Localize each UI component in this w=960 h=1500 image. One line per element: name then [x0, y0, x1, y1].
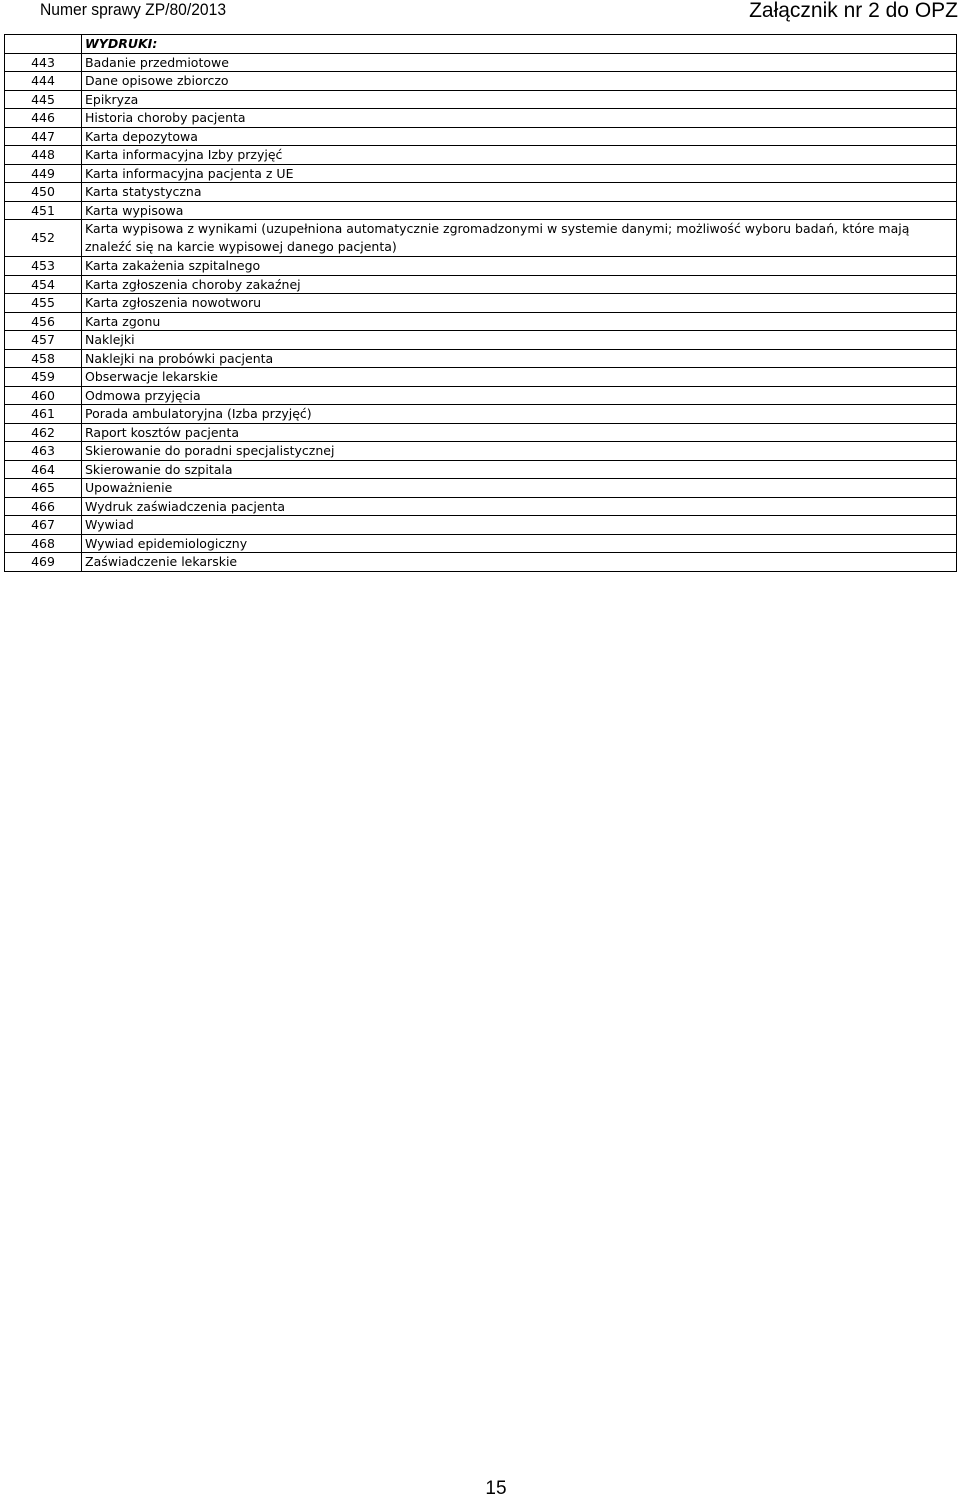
row-number: 448: [5, 146, 82, 165]
row-number: 458: [5, 349, 82, 368]
table-row: [5, 294, 957, 313]
row-label: Upoważnienie: [82, 479, 957, 498]
table-row: [5, 386, 957, 405]
row-number: 463: [5, 442, 82, 461]
row-number: 464: [5, 460, 82, 479]
row-label: Raport kosztów pacjenta: [82, 423, 957, 442]
table-row: [5, 109, 957, 128]
row-label: Karta wypisowa: [82, 201, 957, 220]
row-label: Dane opisowe zbiorczo: [82, 72, 957, 91]
table-row: [5, 275, 957, 294]
table-row: [5, 53, 957, 72]
section-title: WYDRUKI:: [82, 35, 957, 54]
row-number: 446: [5, 109, 82, 128]
row-number: 460: [5, 386, 82, 405]
row-number: 445: [5, 90, 82, 109]
page-number: 15: [485, 1478, 507, 1499]
row-number: 457: [5, 331, 82, 350]
row-label: Karta wypisowa z wynikami (uzupełniona automatycznie zgromadzonymi w systemie danymi; możliwość wyboru badań, które mają znaleźć się na karcie wypisowej danego pacjenta): [82, 220, 957, 257]
row-number: 455: [5, 294, 82, 313]
row-number: 469: [5, 553, 82, 572]
row-label: Karta statystyczna: [82, 183, 957, 202]
table-header-row: [5, 35, 957, 54]
table-row: [5, 164, 957, 183]
row-label: Epikryza: [82, 90, 957, 109]
table-row: [5, 127, 957, 146]
row-number: 461: [5, 405, 82, 424]
table-row: [5, 312, 957, 331]
row-label: Naklejki: [82, 331, 957, 350]
row-label: Karta informacyjna Izby przyjęć: [82, 146, 957, 165]
row-label: Odmowa przyjęcia: [82, 386, 957, 405]
row-label: Karta zakażenia szpitalnego: [82, 257, 957, 276]
printouts-table: [4, 34, 957, 572]
row-label: Naklejki na probówki pacjenta: [82, 349, 957, 368]
row-number: 462: [5, 423, 82, 442]
table-row: [5, 423, 957, 442]
row-label: Zaświadczenie lekarskie: [82, 553, 957, 572]
row-label: Karta zgonu: [82, 312, 957, 331]
table-row: [5, 479, 957, 498]
row-label: Wywiad epidemiologiczny: [82, 534, 957, 553]
table-row: [5, 90, 957, 109]
table-row: [5, 368, 957, 387]
page-header: [0, 0, 960, 28]
row-number: 456: [5, 312, 82, 331]
header-number-cell: [5, 35, 82, 54]
row-number: 452: [5, 220, 82, 257]
row-number: 443: [5, 53, 82, 72]
row-number: 444: [5, 72, 82, 91]
table-row: [5, 183, 957, 202]
row-label: Wydruk zaświadczenia pacjenta: [82, 497, 957, 516]
table-row: [5, 553, 957, 572]
row-number: 465: [5, 479, 82, 498]
table-row: [5, 442, 957, 461]
row-label: Karta zgłoszenia nowotworu: [82, 294, 957, 313]
row-number: 447: [5, 127, 82, 146]
row-number: 450: [5, 183, 82, 202]
table-row: [5, 257, 957, 276]
row-number: 454: [5, 275, 82, 294]
row-label: Wywiad: [82, 516, 957, 535]
row-label: Karta zgłoszenia choroby zakaźnej: [82, 275, 957, 294]
case-number: Numer sprawy ZP/80/2013: [40, 0, 227, 19]
row-number: 459: [5, 368, 82, 387]
row-label: Skierowanie do poradni specjalistycznej: [82, 442, 957, 461]
row-number: 451: [5, 201, 82, 220]
table-row: [5, 146, 957, 165]
table-row: [5, 405, 957, 424]
row-number: 466: [5, 497, 82, 516]
attachment-label: Załącznik nr 2 do OPZ: [749, 0, 958, 22]
table-row: [5, 460, 957, 479]
row-number: 468: [5, 534, 82, 553]
row-number: 467: [5, 516, 82, 535]
row-label: Skierowanie do szpitala: [82, 460, 957, 479]
table-row: [5, 331, 957, 350]
row-label: Historia choroby pacjenta: [82, 109, 957, 128]
row-label: Karta informacyjna pacjenta z UE: [82, 164, 957, 183]
table-row: [5, 220, 957, 257]
table-body: [5, 35, 957, 572]
table-row: [5, 72, 957, 91]
table-row: [5, 516, 957, 535]
row-label: Karta depozytowa: [82, 127, 957, 146]
table-row: [5, 201, 957, 220]
table-row: [5, 349, 957, 368]
row-number: 453: [5, 257, 82, 276]
row-label: Obserwacje lekarskie: [82, 368, 957, 387]
row-label: Porada ambulatoryjna (Izba przyjęć): [82, 405, 957, 424]
table-row: [5, 497, 957, 516]
table-row: [5, 534, 957, 553]
row-number: 449: [5, 164, 82, 183]
row-label: Badanie przedmiotowe: [82, 53, 957, 72]
